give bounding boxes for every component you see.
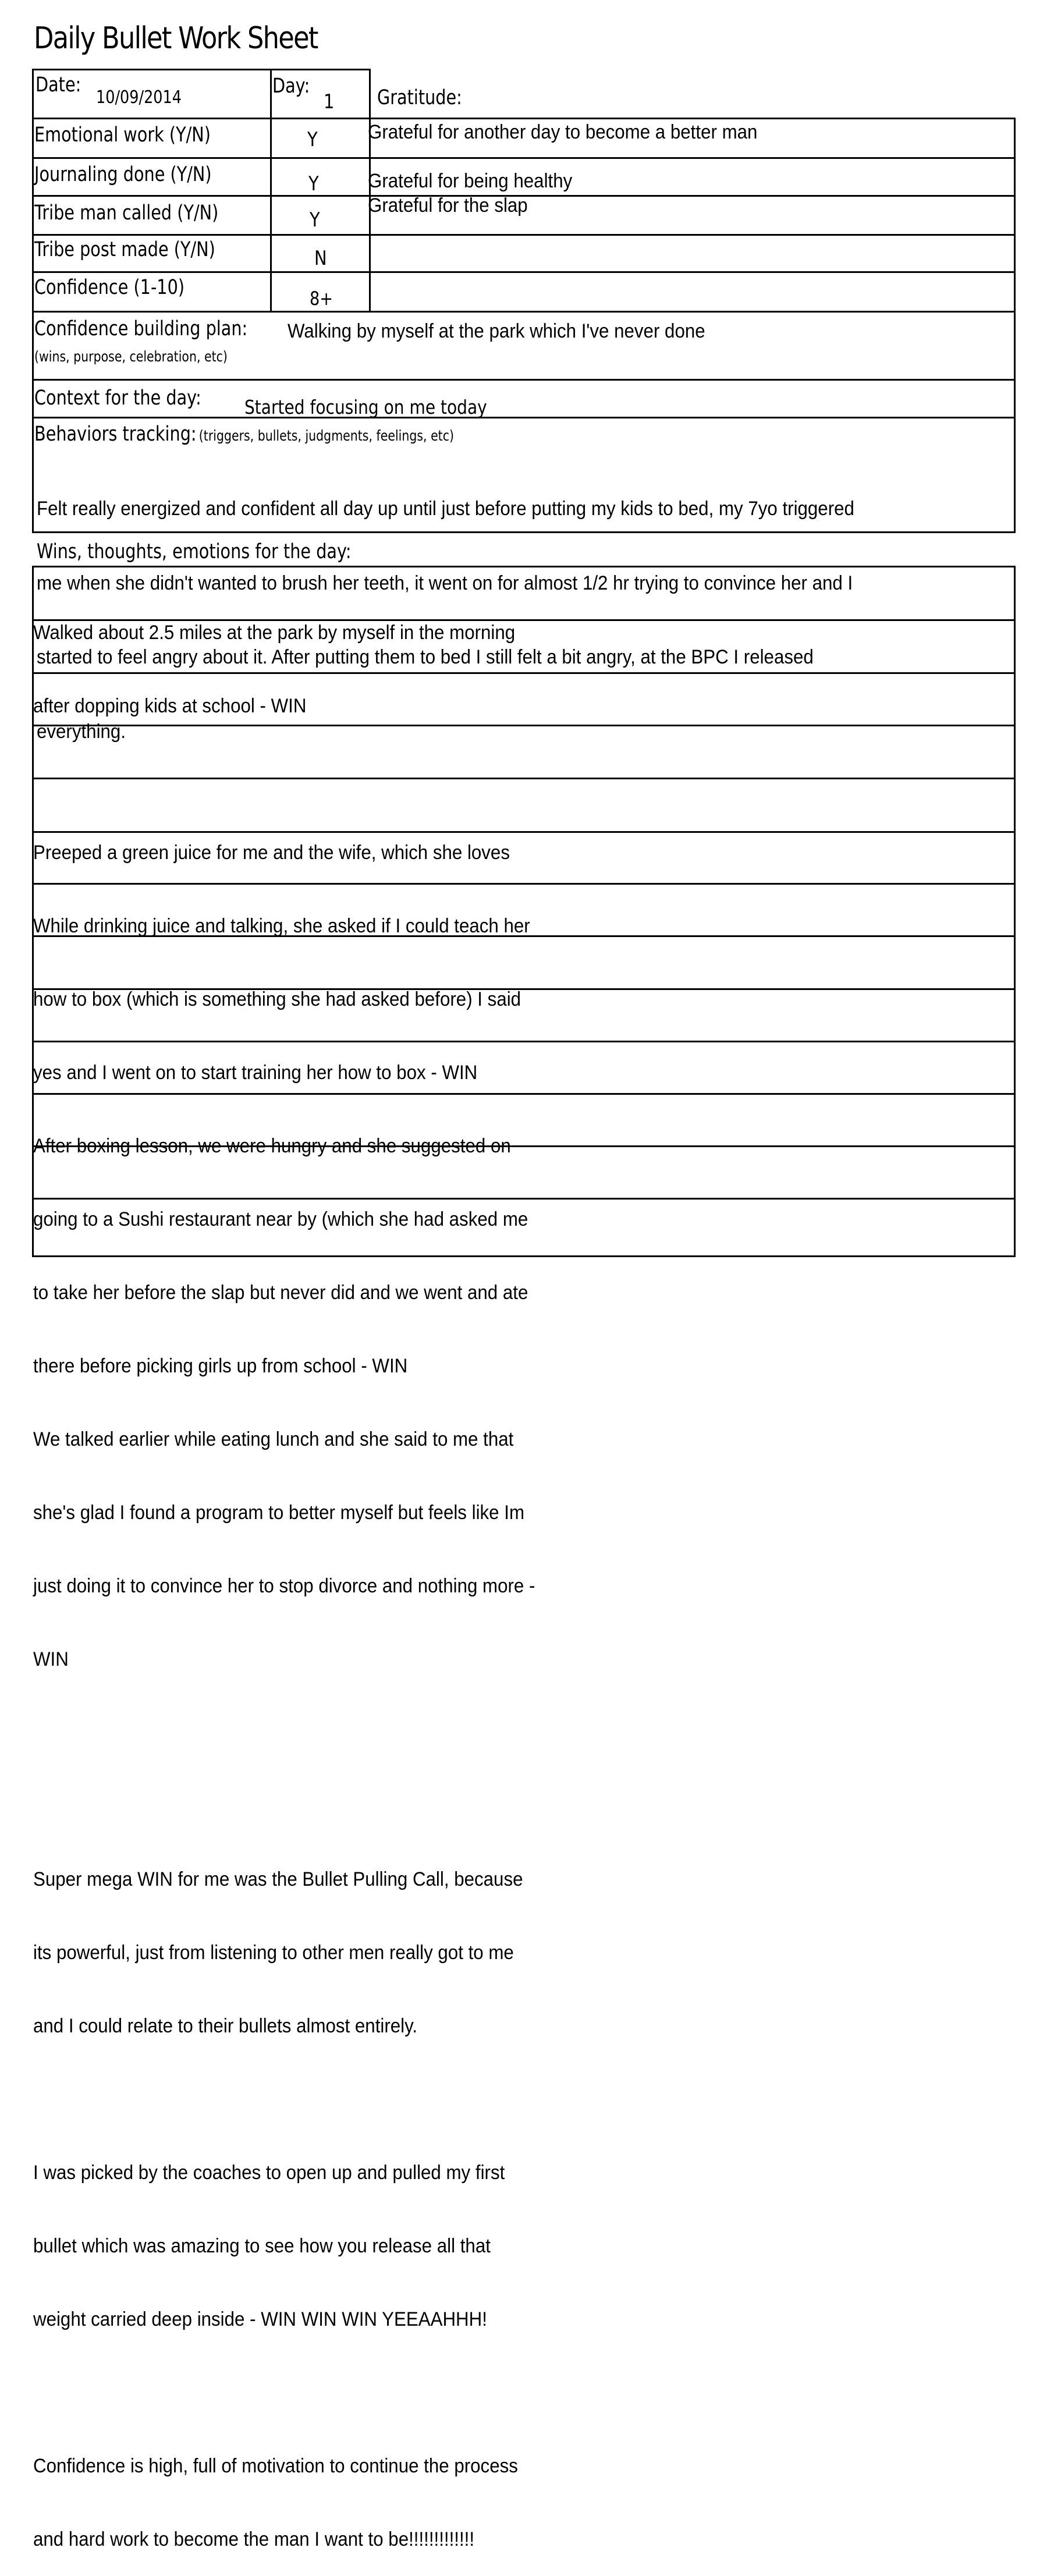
behaviors-line: me when she didn't wanted to brush her teeth, it went on for almost 1/2 hr trying to convince her and I	[37, 572, 853, 594]
wins-line: she's glad I found a program to better myself but feels like Im	[33, 1502, 524, 1524]
day-field[interactable]: 1	[324, 90, 335, 113]
confidence-plan-label: Confidence building plan:	[34, 317, 248, 340]
wins-line: bullet which was amazing to see how you release all that	[33, 2235, 491, 2257]
column-divider	[270, 69, 272, 312]
wins-line: its powerful, just from listening to other men really got to me	[33, 1942, 514, 1964]
table-border-left	[32, 69, 34, 533]
wins-line	[33, 767, 535, 792]
wins-line: Preeped a green juice for me and the wife, which she loves	[33, 842, 510, 864]
behaviors-line: Felt really energized and confident all day up until just before putting my kids to bed, my 7yo triggered	[37, 498, 854, 520]
checklist-label-journaling: Journaling done (Y/N)	[34, 163, 212, 186]
behaviors-hint: (triggers, bullets, judgments, feelings, etc)	[198, 427, 454, 444]
ruled-line	[32, 566, 1016, 567]
row-divider	[32, 157, 1016, 159]
gratitude-item[interactable]: Grateful for the slap	[368, 194, 528, 217]
wins-line	[33, 1794, 535, 1818]
checklist-label-confidence: Confidence (1-10)	[34, 276, 185, 299]
row-divider	[32, 271, 1016, 273]
wins-line: after dopping kids at school - WIN	[33, 695, 307, 717]
row-divider	[32, 234, 1016, 236]
row-divider	[32, 379, 1016, 381]
gratitude-label: Gratitude:	[377, 86, 462, 109]
wins-line: how to box (which is something she had asked before) I said	[33, 988, 521, 1010]
confidence-plan-hint: (wins, purpose, celebration, etc)	[34, 348, 228, 365]
context-field[interactable]: Started focusing on me today	[244, 396, 487, 418]
wins-line: yes and I went on to start training her how to box - WIN	[33, 1062, 478, 1084]
context-label: Context for the day:	[34, 386, 201, 410]
behaviors-line: everything.	[37, 720, 126, 743]
checklist-label-tribe-man-called: Tribe man called (Y/N)	[34, 201, 219, 225]
behaviors-heading	[34, 423, 454, 446]
confidence-plan-field[interactable]: Walking by myself at the park which I've never done	[288, 320, 705, 342]
wins-line: to take her before the slap but never did and we went and ate	[33, 1282, 528, 1304]
checklist-value-journaling[interactable]: Y	[308, 172, 319, 196]
wins-label: Wins, thoughts, emotions for the day:	[37, 540, 352, 563]
wins-line: Super mega WIN for me was the Bullet Pulling Call, because	[33, 1868, 523, 1890]
day-label: Day:	[272, 74, 310, 98]
wins-line: Confidence is high, full of motivation to continue the process	[33, 2455, 518, 2477]
table-border-top	[32, 69, 371, 70]
row-divider	[32, 311, 1016, 313]
row-divider	[32, 118, 1016, 119]
date-field[interactable]: 10/09/2014	[96, 87, 182, 108]
checklist-value-confidence[interactable]: 8+	[310, 288, 333, 310]
gratitude-item[interactable]: Grateful for another day to become a better man	[368, 121, 758, 143]
wins-line: We talked earlier while eating lunch and she said to me that	[33, 1428, 514, 1450]
wins-line: just doing it to convince her to stop divorce and nothing more -	[33, 1575, 535, 1597]
behaviors-label: Behaviors tracking:	[34, 423, 197, 446]
wins-line: there before picking girls up from school - WIN	[33, 1355, 408, 1377]
checklist-label-emotional-work: Emotional work (Y/N)	[34, 123, 211, 147]
gratitude-item[interactable]: Grateful for being healthy	[368, 170, 573, 192]
table-border-right	[1014, 118, 1016, 533]
wins-line: weight carried deep inside - WIN WIN WIN YEEAAHHH!	[33, 2308, 487, 2330]
wins-line: After boxing lesson, we were hungry and she suggested on	[33, 1135, 511, 1157]
wins-line: and hard work to become the man I want to be!!!!!!!!!!!!!	[33, 2528, 475, 2550]
wins-field[interactable]	[33, 572, 535, 2576]
wins-line	[33, 2380, 535, 2405]
wins-line	[33, 2087, 535, 2112]
wins-line	[33, 1720, 535, 1745]
wins-line: While drinking juice and talking, she asked if I could teach her	[33, 915, 530, 937]
wins-line: going to a Sushi restaurant near by (which she had asked me	[33, 1208, 528, 1230]
wins-line: and I could relate to their bullets almost entirely.	[33, 2015, 418, 2037]
wins-line: WIN	[33, 1648, 69, 1670]
checklist-value-tribe-post[interactable]: N	[314, 247, 327, 270]
page-title: Daily Bullet Work Sheet	[34, 21, 318, 56]
wins-line: I was picked by the coaches to open up and pulled my first	[33, 2162, 505, 2184]
row-divider	[32, 417, 1016, 418]
checklist-label-tribe-post: Tribe post made (Y/N)	[34, 238, 215, 261]
wins-line: Walked about 2.5 miles at the park by myself in the morning	[33, 622, 516, 644]
checklist-value-emotional-work[interactable]: Y	[307, 128, 318, 151]
wins-border-right	[1014, 566, 1016, 1257]
date-label: Date:	[36, 73, 81, 97]
behaviors-line: started to feel angry about it. After putting them to bed I still felt a bit angry, at the BPC I released	[37, 646, 814, 668]
checklist-value-tribe-man-called[interactable]: Y	[310, 208, 320, 232]
